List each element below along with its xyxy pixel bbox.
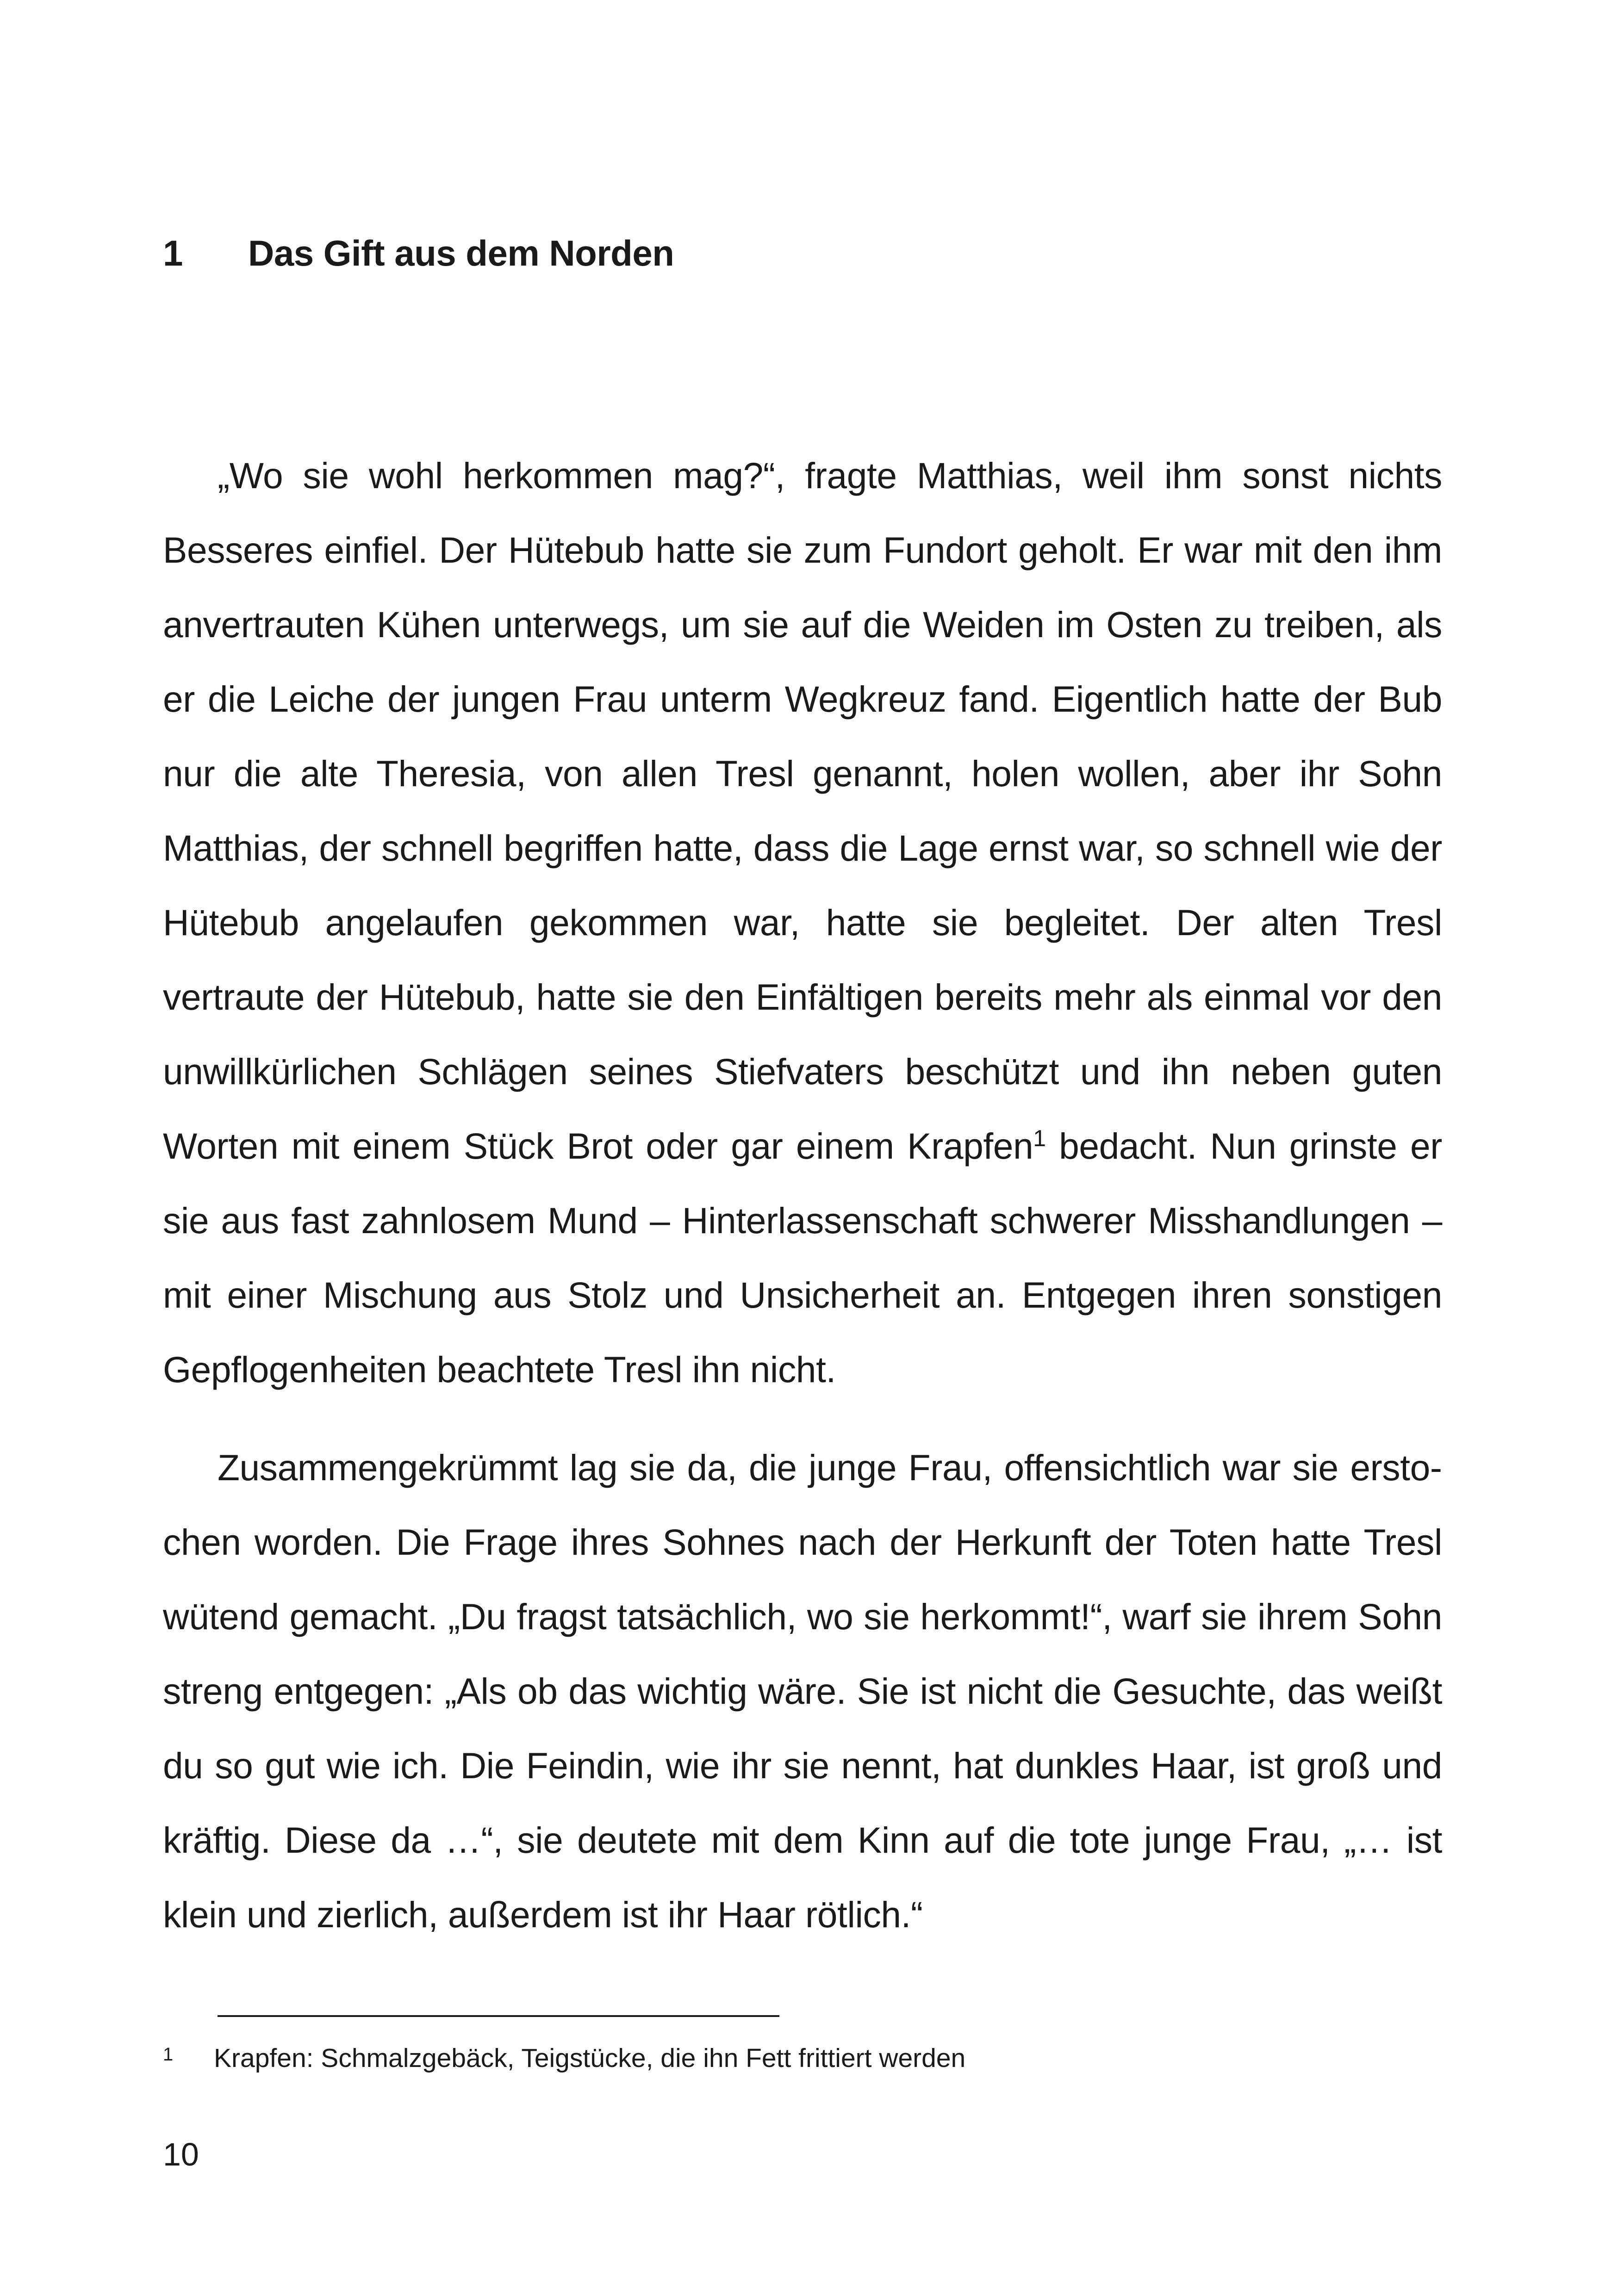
paragraph-2: Zusammengekrümmt lag sie da, die junge Frau, offensichtlich war sie erstochen worden. Die Frage ihres Sohnes nach der Herkunft der Toten hatte Tresl wütend gemacht. „Du fragst tatsächlich, wo sie herkommt!“, warf sie ihrem Sohn streng entgegen: „Als ob das wichtig wäre. Sie ist nicht die Gesuchte, das weißt du so gut wie ich. Die Feindin, wie ihr sie nennt, hat dunkles Haar, ist groß und kräftig. Diese da …“, sie deutete mit dem Kinn auf die tote junge Frau, „… ist klein und zierlich, außerdem ist ihr Haar rötlich.“ xyxy=(163,1447,1442,1935)
paragraph-1 xyxy=(163,439,1442,1407)
paragraph-1-text-after-footnote: bedacht. Nun grinste er sie aus fast zahnlosem Mund – Hinterlassenschaft schwerer Misshandlungen – mit einer Mischung aus Stolz und Unsicherheit an. Entgegen ihren sonstigen Gepflogenheiten beachtete Tresl ihn nicht. xyxy=(163,1126,1442,1390)
chapter-number: 1 xyxy=(163,232,183,273)
footnote-text: Krapfen: Schmalzgebäck, Teigstücke, die ihn Fett frittiert werden xyxy=(214,2043,966,2073)
page-number: 10 xyxy=(163,2136,199,2172)
footnote-separator xyxy=(218,2015,779,2017)
footnote xyxy=(163,2040,965,2079)
chapter-title: Das Gift aus dem Norden xyxy=(248,232,674,273)
chapter-heading xyxy=(163,228,674,279)
footnote-reference: 1 xyxy=(1033,1125,1046,1151)
paragraph-1-text-before-footnote: „Wo sie wohl herkommen mag?“, fragte Matthias, weil ihm sonst nichts Besseres einfiel. Der Hütebub hatte sie zum Fundort geholt. Er war mit den ihm anvertrauten Kühen unterwegs, um sie auf die Weiden im Osten zu treiben, als er die Leiche der jungen Frau unterm Wegkreuz fand. Eigentlich hatte der Bub nur die alte Theresia, von allen Tresl genannt, holen wollen, aber ihr Sohn Matthias, der schnell begriffen hatte, dass die Lage ernst war, so schnell wie der Hütebub angelaufen gekommen war, hatte sie begleitet. Der alten Tresl vertraute der Hütebub, hatte sie den Einfältigen bereits mehr als einmal vor den unwillkürlichen Schlägen seines Stiefvaters beschützt und ihn neben guten Worten mit einem Stück Brot oder gar einem Krapfen xyxy=(163,455,1442,1167)
footnote-number: 1 xyxy=(163,2044,174,2065)
